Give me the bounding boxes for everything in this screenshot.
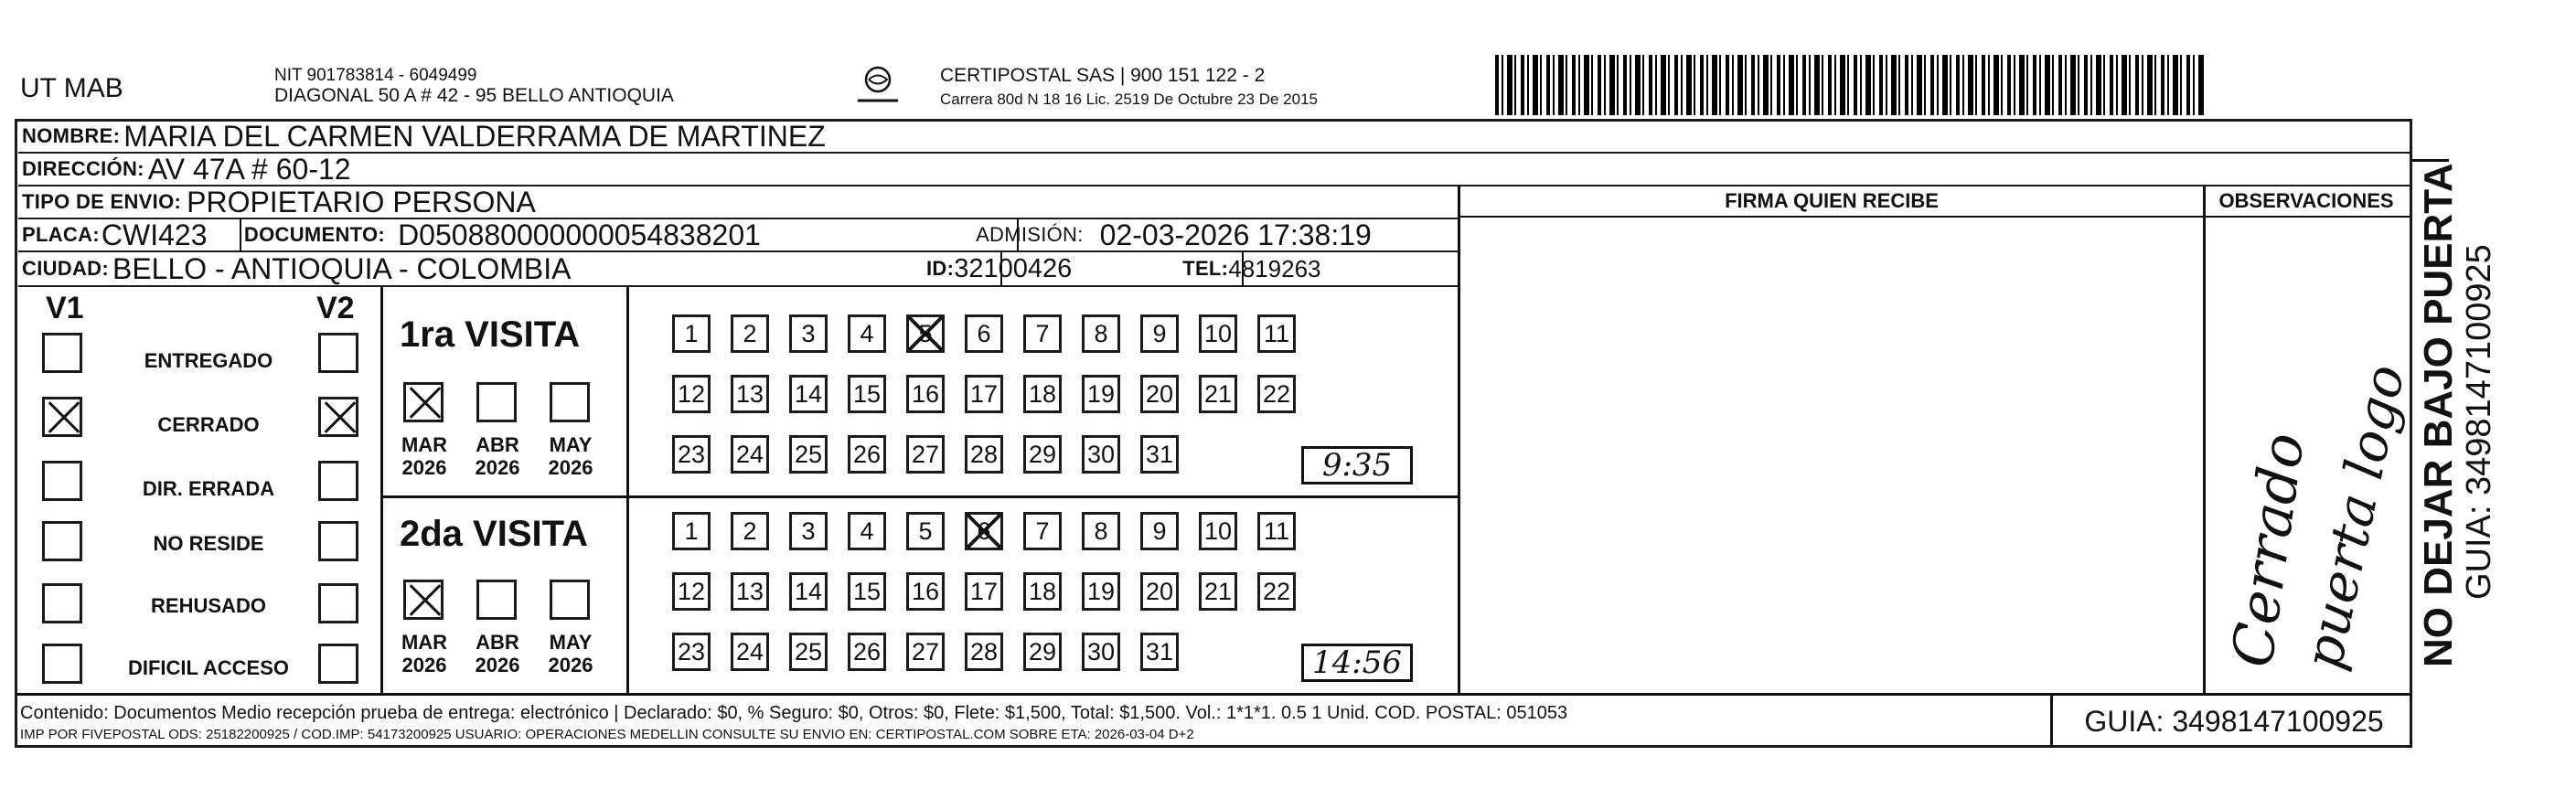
v2-no-reside-checkbox[interactable]: [318, 521, 358, 561]
status-cerrado: CERRADO: [157, 413, 260, 436]
visit-month-split: [626, 287, 629, 693]
first-day-17[interactable]: 17: [965, 375, 1003, 413]
first-day-9[interactable]: 9: [1140, 314, 1179, 353]
observation-handwriting-2: puerta logo: [2292, 359, 2417, 676]
first-month-abr: ABR 2026: [475, 433, 520, 479]
status-rehusado: REHUSADO: [151, 594, 266, 617]
v1-label: V1: [46, 291, 84, 325]
second-visit-time: 14:56: [1301, 644, 1413, 682]
first-day-13[interactable]: 13: [731, 375, 769, 413]
second-day-25[interactable]: 25: [789, 633, 828, 671]
first-day-11[interactable]: 11: [1257, 314, 1296, 353]
second-day-3[interactable]: 3: [789, 512, 828, 550]
first-day-6[interactable]: 6: [965, 314, 1003, 353]
first-mar-checkbox[interactable]: [403, 382, 444, 422]
second-visit-title: 2da VISITA: [400, 514, 588, 554]
second-day-15[interactable]: 15: [848, 572, 886, 611]
second-day-31[interactable]: 31: [1140, 633, 1179, 671]
header: [0, 0, 2576, 119]
first-day-23[interactable]: 23: [672, 435, 711, 474]
second-day-10[interactable]: 10: [1199, 512, 1237, 550]
visits-section: [383, 287, 1458, 693]
second-day-26[interactable]: 26: [848, 633, 886, 671]
v2-rehusado-checkbox[interactable]: [318, 583, 358, 623]
recipient-address: AV 47A # 60-12: [147, 152, 351, 186]
second-month-may: MAY 2026: [548, 631, 593, 676]
second-day-29[interactable]: 29: [1023, 633, 1062, 671]
first-day-26[interactable]: 26: [848, 435, 886, 474]
second-day-9[interactable]: 9: [1140, 512, 1179, 550]
second-day-7[interactable]: 7: [1023, 512, 1062, 550]
visit-split: [383, 495, 1458, 498]
right-top-line: [2412, 159, 2449, 162]
status-no-reside: NO RESIDE: [153, 532, 264, 555]
second-day-21[interactable]: 21: [1199, 572, 1237, 611]
first-day-28[interactable]: 28: [965, 435, 1003, 474]
first-day-24[interactable]: 24: [731, 435, 769, 474]
first-day-25[interactable]: 25: [789, 435, 828, 474]
first-day-20[interactable]: 20: [1140, 375, 1179, 413]
certipostal-name: CERTIPOSTAL SAS | 900 151 122 - 2: [940, 65, 1266, 86]
second-day-6[interactable]: 6: [965, 512, 1003, 550]
second-day-23[interactable]: 23: [672, 633, 711, 671]
first-day-12[interactable]: 12: [672, 375, 711, 413]
guia-number: GUIA: 3498147100925: [2050, 696, 2415, 748]
second-day-1[interactable]: 1: [672, 512, 711, 550]
first-day-8[interactable]: 8: [1082, 314, 1120, 353]
first-day-27[interactable]: 27: [906, 435, 945, 474]
second-day-16[interactable]: 16: [906, 572, 945, 611]
second-day-4[interactable]: 4: [848, 512, 886, 550]
second-day-27[interactable]: 27: [906, 633, 945, 671]
barcode: [1495, 55, 2204, 115]
city: BELLO - ANTIOQUIA - COLOMBIA: [112, 251, 572, 285]
second-month-mar: MAR 2026: [401, 631, 448, 676]
company-name: UT MAB: [20, 73, 123, 103]
first-day-7[interactable]: 7: [1023, 314, 1062, 353]
divider: [1000, 252, 1002, 287]
second-month-abr: ABR 2026: [475, 631, 520, 676]
nombre-row: NOMBRE: MARIA DEL CARMEN VALDERRAMA DE MARTINEZ: [18, 121, 2412, 154]
v2-dificil-acceso-checkbox[interactable]: [318, 644, 358, 684]
first-day-10[interactable]: 10: [1199, 314, 1237, 353]
v2-label: V2: [316, 291, 355, 325]
second-day-12[interactable]: 12: [672, 572, 711, 611]
first-day-31[interactable]: 31: [1140, 435, 1179, 474]
direccion-row: DIRECCIÓN: AV 47A # 60-12: [18, 154, 2412, 186]
v2-entregado-checkbox[interactable]: [318, 333, 358, 373]
sender-address: DIAGONAL 50 A # 42 - 95 BELLO ANTIOQUIA: [274, 85, 674, 106]
first-day-18[interactable]: 18: [1023, 375, 1062, 413]
first-day-1[interactable]: 1: [672, 314, 711, 353]
first-month-may: MAY 2026: [548, 433, 593, 479]
status-dificil-acceso: DIFICIL ACCESO: [127, 656, 289, 679]
second-day-5[interactable]: 5: [906, 512, 945, 550]
v1-rehusado-checkbox[interactable]: [42, 583, 82, 623]
v1-entregado-checkbox[interactable]: [42, 333, 82, 373]
first-day-16[interactable]: 16: [906, 375, 945, 413]
second-day-13[interactable]: 13: [731, 572, 769, 611]
first-day-29[interactable]: 29: [1023, 435, 1062, 474]
first-day-3[interactable]: 3: [789, 314, 828, 353]
first-may-checkbox[interactable]: [550, 382, 590, 422]
first-day-19[interactable]: 19: [1082, 375, 1120, 413]
first-day-21[interactable]: 21: [1199, 375, 1237, 413]
side-guia: GUIA: 3498147100925: [2460, 244, 2498, 600]
first-day-15[interactable]: 15: [848, 375, 886, 413]
signature-header: FIRMA QUIEN RECIBE: [1460, 186, 2203, 218]
second-day-24[interactable]: 24: [731, 633, 769, 671]
recipient-name: MARIA DEL CARMEN VALDERRAMA DE MARTINEZ: [123, 119, 826, 153]
certipostal-logo: [850, 64, 905, 110]
second-day-22[interactable]: 22: [1257, 572, 1296, 611]
phone: 4819263: [1228, 254, 1321, 282]
second-day-2[interactable]: 2: [731, 512, 769, 550]
signature-column: [1458, 186, 2206, 693]
v2-dir-errada-checkbox[interactable]: [318, 461, 358, 501]
first-day-2[interactable]: 2: [731, 314, 769, 353]
recipient-id: 32100426: [954, 253, 1073, 283]
second-day-8[interactable]: 8: [1082, 512, 1120, 550]
admission-date: 02-03-2026 17:38:19: [1099, 218, 1372, 251]
second-day-20[interactable]: 20: [1140, 572, 1179, 611]
first-day-14[interactable]: 14: [789, 375, 828, 413]
first-day-4[interactable]: 4: [848, 314, 886, 353]
divider: [240, 219, 241, 252]
second-day-11[interactable]: 11: [1257, 512, 1296, 550]
first-visit-title: 1ra VISITA: [400, 314, 581, 355]
second-day-28[interactable]: 28: [965, 633, 1003, 671]
document-number: D050880000000054838201: [398, 218, 761, 251]
v2-cerrado-checkbox[interactable]: [318, 397, 358, 437]
second-may-checkbox[interactable]: [550, 580, 590, 620]
status-entregado: ENTREGADO: [144, 349, 273, 372]
second-day-30[interactable]: 30: [1082, 633, 1120, 671]
first-abr-checkbox[interactable]: [476, 382, 517, 422]
second-mar-checkbox[interactable]: [403, 580, 444, 620]
observation-handwriting-1: Cerrado: [2218, 429, 2318, 672]
tipo-row: TIPO DE ENVIO: PROPIETARIO PERSONA: [18, 186, 1459, 219]
observations-header: OBSERVACIONES: [2200, 186, 2412, 218]
second-day-14[interactable]: 14: [789, 572, 828, 611]
footer-print-info: IMP POR FIVEPOSTAL ODS: 25182200925 / COD.IMP: 54173200925 USUARIO: OPERACIONES MEDELLIN CONSULTE SU ENVIO EN: CERTIPOSTAL.COM SOBRE ETA: 2026-03-04 D+2: [20, 727, 1194, 742]
footer: [15, 693, 2412, 751]
status-dir-errada: DIR. ERRADA: [142, 477, 275, 500]
ciudad-row: CIUDAD: BELLO - ANTIOQUIA - COLOMBIA ID: 32100426 TEL: 4819263: [18, 252, 1459, 287]
divider: [1017, 219, 1019, 252]
shipment-type: PROPIETARIO PERSONA: [187, 185, 536, 218]
placa-row: PLACA: CWI423 DOCUMENTO: D050880000000054838201 ADMISIÓN: 02-03-2026 17:38:19: [18, 219, 1459, 252]
side-warning: NO DEJAR BAJO PUERTA: [2416, 163, 2461, 667]
first-day-22[interactable]: 22: [1257, 375, 1296, 413]
second-day-18[interactable]: 18: [1023, 572, 1062, 611]
footer-contents: Contenido: Documentos Medio recepción prueba de entrega: electrónico | Declarado: $0, % Seguro: $0, Otros: $0, Flete: $1,500, Total: $1,500. Vol.: 1*1*1. 0.5 1 Unid. COD. POSTAL: 051053: [20, 703, 1568, 723]
divider: [1242, 252, 1244, 287]
first-day-5[interactable]: 5: [906, 314, 945, 353]
second-abr-checkbox[interactable]: [476, 580, 517, 620]
second-day-19[interactable]: 19: [1082, 572, 1120, 611]
observations-column: [2200, 186, 2417, 693]
first-day-30[interactable]: 30: [1082, 435, 1120, 474]
first-month-mar: MAR 2026: [401, 433, 448, 479]
v1-no-reside-checkbox[interactable]: [42, 521, 82, 561]
nit: NIT 901783814 - 6049499: [274, 66, 477, 85]
plate: CWI423: [101, 218, 208, 251]
first-visit-time: 9:35: [1301, 446, 1413, 485]
v1-cerrado-checkbox[interactable]: [42, 397, 82, 437]
status-section: [15, 287, 383, 693]
v1-dificil-acceso-checkbox[interactable]: [42, 644, 82, 684]
v1-dir-errada-checkbox[interactable]: [42, 461, 82, 501]
second-day-17[interactable]: 17: [965, 572, 1003, 611]
license: Carrera 80d N 18 16 Lic. 2519 De Octubre 23 De 2015: [940, 91, 1318, 108]
